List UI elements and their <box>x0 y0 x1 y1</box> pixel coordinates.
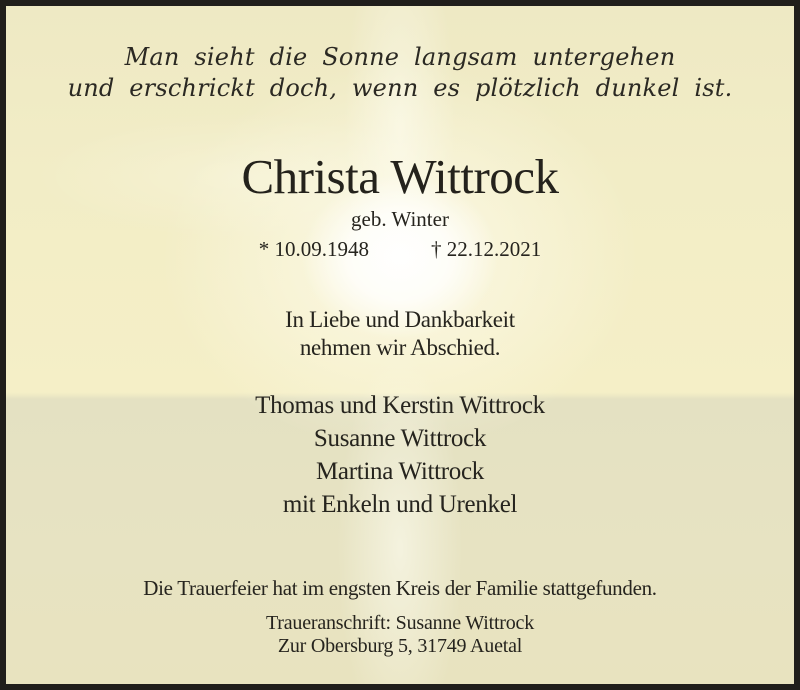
farewell-text <box>6 306 794 362</box>
farewell-line-1: In Liebe und Dankbarkeit <box>285 307 515 332</box>
mourning-address <box>6 612 794 658</box>
life-dates <box>6 237 794 262</box>
mourner-line: Martina Wittrock <box>316 458 484 485</box>
farewell-line-2: nehmen wir Abschied. <box>299 335 501 360</box>
mourner-line: mit Enkeln und Urenkel <box>282 491 518 518</box>
mourners-list <box>6 389 794 521</box>
deceased-name: Christa Wittrock <box>241 149 559 204</box>
mourning-address-line-1: Traueranschrift: Susanne Wittrock <box>265 612 535 634</box>
mourning-address-line-2: Zur Obersburg 5, 31749 Auetal <box>277 635 523 657</box>
funeral-notice: Die Trauerfeier hat im engsten Kreis der Familie stattgefunden. <box>143 576 657 600</box>
epigraph-line-2: und erschrickt doch, wenn es plötzlich dunkel ist. <box>67 74 733 102</box>
epigraph <box>6 42 794 104</box>
mourner-line: Thomas und Kerstin Wittrock <box>255 392 545 419</box>
birth-date: * 10.09.1948 <box>258 237 369 261</box>
obituary-card <box>6 6 794 684</box>
mourner-line: Susanne Wittrock <box>313 425 487 452</box>
maiden-name: geb. Winter <box>351 207 449 231</box>
death-date: † 22.12.2021 <box>431 237 542 261</box>
epigraph-line-1: Man sieht die Sonne langsam untergehen <box>124 43 676 71</box>
